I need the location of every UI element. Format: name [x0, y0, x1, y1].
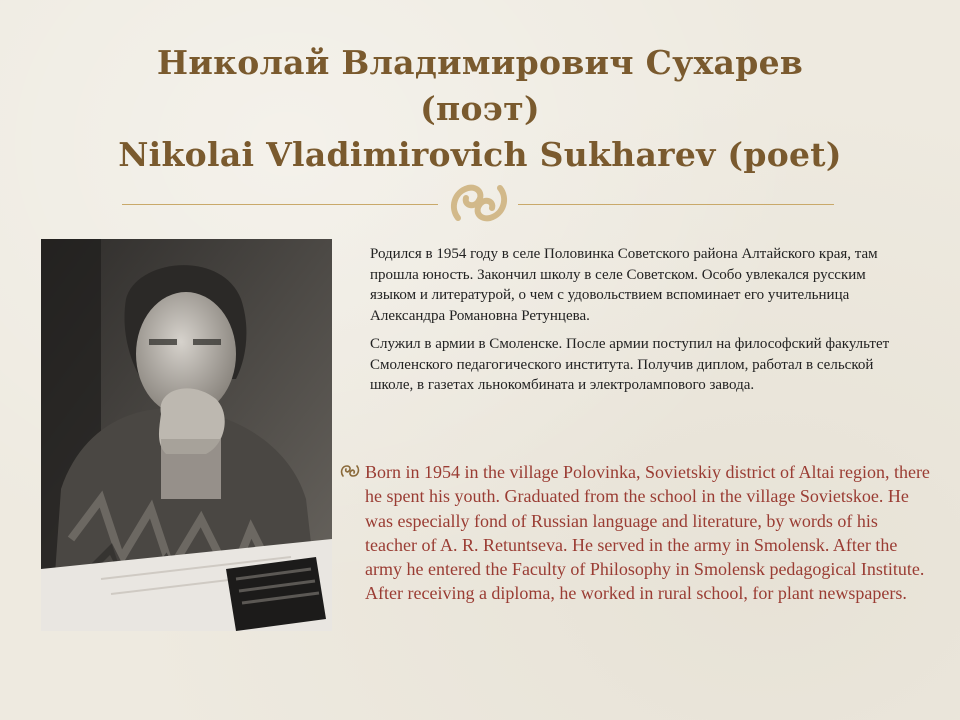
title-en: Nikolai Vladimirovich Sukharev (poet) [118, 135, 842, 174]
english-biography [340, 460, 930, 606]
en-paragraph: Born in 1954 in the village Polovinka, Sovietskiy district of Altai region, there he spent his youth. Graduated from the school in the village Sovietskoe. He was especially fond of Russian language and literature, by words of his teacher of A. R. Retuntseva. He served in the army in Smolensk. After the army he entered the Faculty of Philosophy in Smolensk pedagogical Institute. After receiving a diploma, he worked in rural school, for plant newspapers. [365, 462, 930, 604]
title-ru-line2: (поэт) [420, 89, 540, 128]
ru-paragraph-2: Служил в армии в Смоленске. После армии поступил на философский факультет Смоленского педагогического института. Получив диплом, работал в сельской школе, в газетах льнокомбината и электролампового завода. [370, 336, 890, 393]
portrait-photo [41, 239, 332, 631]
title-divider-left [122, 204, 438, 205]
title-divider-right [518, 204, 834, 205]
ru-paragraph-1: Родился в 1954 году в селе Половинка Советского района Алтайского края, там прошла юность. Закончил школу в селе Советском. Особо увлекался русским языком и литературой, о чем с удовольствием вспоминает его учительница Александра Романовна Ретунцева. [370, 246, 878, 324]
curl-ornament-icon [446, 178, 512, 228]
russian-biography [370, 244, 910, 404]
slide-title [40, 40, 920, 178]
portrait-photo-icon [41, 239, 332, 631]
title-ru-line1: Николай Владимирович Сухарев [156, 43, 804, 82]
curl-bullet-icon [340, 464, 360, 478]
